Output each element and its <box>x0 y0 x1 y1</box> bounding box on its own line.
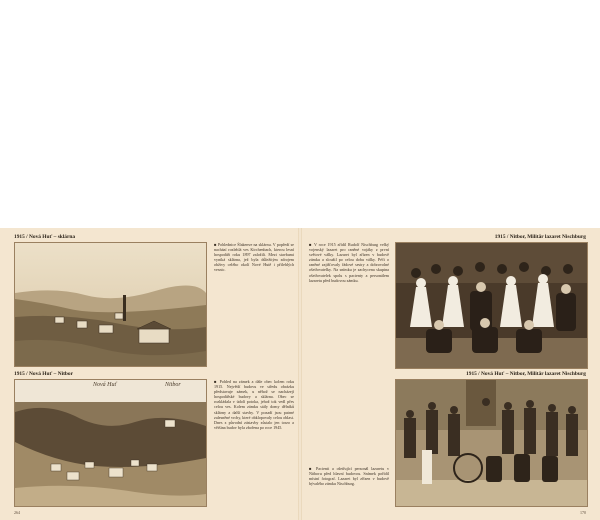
bullet-icon: ■ <box>309 466 317 471</box>
postcard-caption-left: Nová Huť <box>93 382 117 388</box>
bullet-icon: ■ <box>214 379 220 384</box>
book-spread <box>0 228 600 520</box>
right-page-number: 170 <box>580 510 586 515</box>
left-photo-landscape <box>14 242 207 367</box>
postcard-caption-right: Nitbor <box>165 382 181 388</box>
right-section2-heading: 1915 / Nová Huť – Nitbor, Militär lazaret Nischburg <box>466 371 586 377</box>
left-section2-text: ■ Pohled na zámek a dále obec kolem roku 1915. Největší budovu ve středu obrázku představuje zámek, u něhož se nacházejí hospodářské budovy a sklárna. Obec se rozkládala v údolí potoka, jehož tok vedl přes celou ves. Kolem zámku stály domy dělníků sklárny a další stavby. V pozadí jsou patrné zalesněné vrchy, které obklopovaly celou oblast. Dnes z původní zástavby zůstalo jen torzo a většina budov byla zbořena po roce 1945. <box>214 379 295 430</box>
right-section1-text: ■ V roce 1915 zřídil Rudolf Nischburg velký vojenský lazaret pro raněné vojáky z první světové války. Lazaret byl zřízen v budově zámku a sloužil po celou dobu války. Péči o raněné zajišťovaly řádové sestry a dobrovolné ošetřovatelky. Na snímku je zachycena skupina ošetřovatelek spolu s pacienty a personálem lazaretu před budovou zámku. <box>309 242 389 283</box>
right-section2-text: ■ Pacienti a ošetřující personál lazaretu v Nitboru před hlavní budovou. Snímek pořídil místní fotograf. Lazaret byl zřízen v budově bývalého zámku Nischburg. <box>309 466 389 487</box>
left-photo-postcard <box>14 379 207 507</box>
left-section1-text: ■ Pohlednice Šlakenve na sklárnu. V popředí se nachází rozlehlá ves Kirchenbach, kterou lesní hospodáři roku 1897 založili. Mezi stavbami vyniká sklárna, jež byla důležitým zdrojem obživy celého okolí Nové Hutě i přilehlých vesnic. <box>214 242 294 273</box>
left-page-number: 264 <box>14 510 20 515</box>
right-section1-heading: 1915 / Nitbor, Militär lazaret Nischburg <box>494 234 586 240</box>
bullet-icon: ■ <box>309 242 314 247</box>
left-section1-heading: 1915 / Nová Huť – sklárna <box>14 234 76 240</box>
left-section2-heading: 1915 / Nová Huť – Nitbor <box>14 371 73 377</box>
bullet-icon: ■ <box>214 242 218 247</box>
right-photo-nurses <box>395 242 588 369</box>
book-gutter <box>298 228 302 520</box>
right-photo-soldiers <box>395 379 588 507</box>
